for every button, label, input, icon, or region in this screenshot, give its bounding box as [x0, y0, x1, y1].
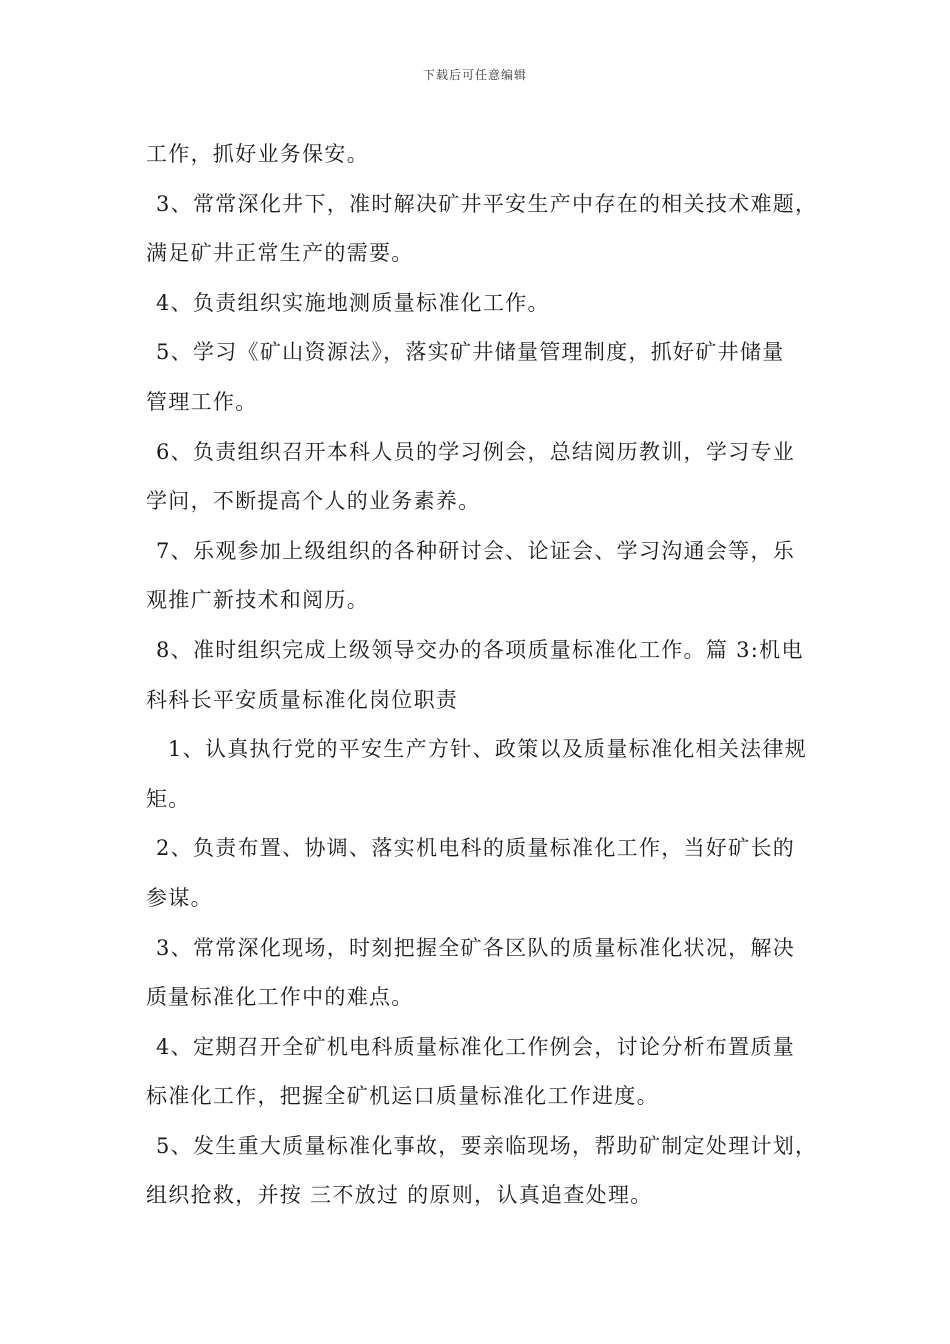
- text-line: 4、负责组织实施地测质量标准化工作。: [156, 290, 550, 315]
- text-line: 8、准时组织完成上级领导交办的各项质量标准化工作。篇 3:机电: [156, 637, 804, 662]
- page-header: 下载后可任意编辑: [422, 68, 527, 82]
- text-line: 3、常常深化井下，准时解决矿井平安生产中存在的相关技术难题，: [156, 191, 818, 216]
- text-line: 满足矿井正常生产的需要。: [146, 241, 414, 266]
- text-line: 7、乐观参加上级组织的各种研讨会、论证会、学习沟通会等，乐: [156, 538, 796, 563]
- document-body: [146, 130, 826, 1221]
- text-line: 标准化工作，把握全矿机运口质量标准化工作进度。: [146, 1084, 659, 1109]
- text-line: 2、负责布置、协调、落实机电科的质量标准化工作，当好矿长的: [156, 836, 796, 861]
- text-line: 5、学习《矿山资源法》，落实矿井储量管理制度，抓好矿井储量: [156, 340, 785, 365]
- text-line: 管理工作。: [146, 389, 258, 414]
- text-line: 参谋。: [146, 885, 213, 910]
- text-line: 科科长平安质量标准化岗位职责: [146, 687, 459, 712]
- text-line: 学问，不断提高个人的业务素养。: [146, 489, 481, 514]
- text-line: 观推广新技术和阅历。: [146, 588, 369, 613]
- text-line: 矩。: [146, 786, 191, 811]
- text-line: 4、定期召开全矿机电科质量标准化工作例会，讨论分析布置质量: [156, 1034, 796, 1059]
- text-line: 6、负责组织召开本科人员的学习例会，总结阅历教训，学习专业: [156, 439, 796, 464]
- text-line: 5、发生重大质量标准化事故，要亲临现场，帮助矿制定处理计划，: [156, 1133, 818, 1158]
- text-line: 质量标准化工作中的难点。: [146, 985, 414, 1010]
- text-line: 1、认真执行党的平安生产方针、政策以及质量标准化相关法律规: [168, 737, 808, 762]
- text-line: 工作，抓好业务保安。: [146, 142, 369, 166]
- text-line: 组织抢救，并按 三不放过 的原则，认真追查处理。: [146, 1183, 653, 1208]
- text-line: 3、常常深化现场，时刻把握全矿各区队的质量标准化状况，解决: [156, 935, 796, 960]
